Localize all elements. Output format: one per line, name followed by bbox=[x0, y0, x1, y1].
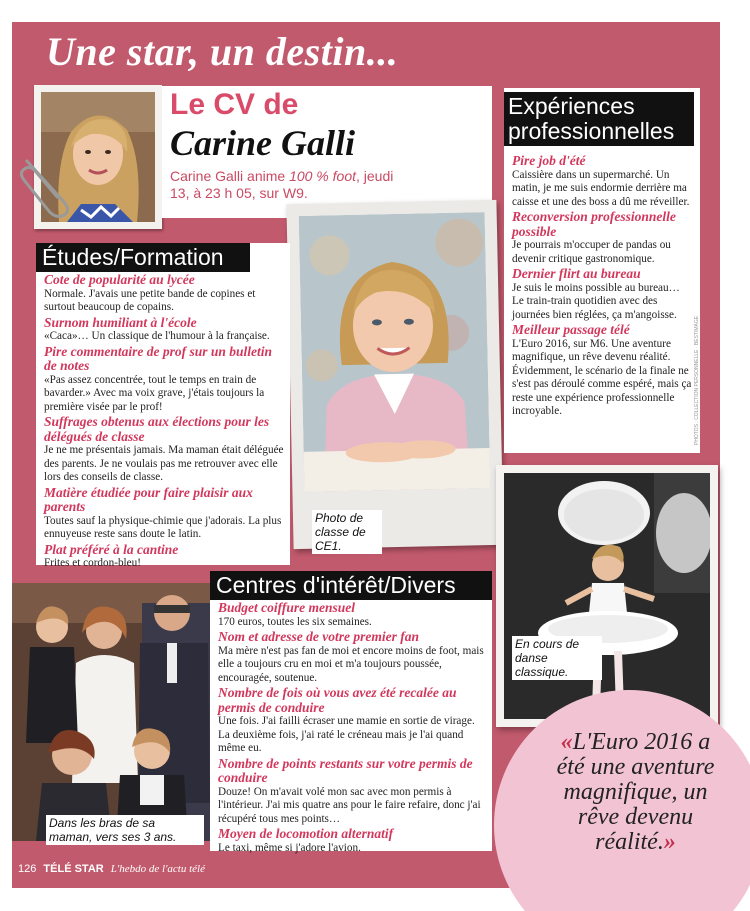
experiences-question: Reconversion professionnelle possible bbox=[512, 209, 676, 239]
cv-title-block bbox=[162, 86, 492, 218]
centres-heading: Centres d'intérêt/Divers bbox=[210, 571, 492, 600]
family-photo-caption: Dans les bras de sa maman, vers ses 3 ans. bbox=[46, 815, 204, 845]
experiences-answer: Je suis le moins possible au bureau… Le train-train quotidien avec des journées bien réglées, ça m'angoisse. bbox=[512, 281, 680, 321]
photo-credit: PHOTOS : COLLECTION PERSONNELLE · BESTIMAGE bbox=[694, 315, 700, 445]
cv-subtitle-show: 100 % foot bbox=[289, 168, 356, 184]
etudes-answer: Frites et cordon-bleu! bbox=[44, 557, 141, 569]
centres-question: Nombre de fois où vous avez été recalée au permis de conduire bbox=[218, 685, 457, 715]
headline: Une star, un destin... bbox=[46, 29, 399, 74]
centres-item bbox=[218, 630, 486, 685]
etudes-item bbox=[44, 486, 284, 542]
dance-photo-frame bbox=[496, 465, 718, 727]
centres-answer: Le taxi, même si j'adore l'avion. bbox=[218, 841, 361, 854]
cv-title-name: Carine Galli bbox=[170, 123, 356, 163]
etudes-question: Matière étudiée pour faire plaisir aux parents bbox=[44, 484, 253, 514]
experiences-question: Dernier flirt au bureau bbox=[512, 266, 641, 281]
centres-answer: 170 euros, toutes les six semaines. bbox=[218, 615, 372, 628]
page-footer bbox=[18, 863, 205, 875]
experiences-answer: Je pourrais m'occuper de pandas ou devenir critique gastronomique. bbox=[512, 239, 671, 265]
experiences-items bbox=[512, 154, 694, 420]
quote-close-mark: » bbox=[663, 829, 676, 855]
centres-item bbox=[218, 686, 486, 756]
dance-photo bbox=[504, 473, 710, 719]
etudes-answer: «Pas assez concentrée, tout le temps en train de bavarder.» Avec ma voix grave, j'étais toujours la première visée par le prof! bbox=[44, 373, 265, 413]
cv-subtitle-suffix: , jeudi 13, à 23 h 05, sur W9. bbox=[170, 168, 394, 201]
cv-title-line1: Le CV de bbox=[170, 88, 299, 121]
etudes-heading: Études/Formation bbox=[36, 243, 250, 272]
etudes-item bbox=[44, 543, 284, 571]
centres-answer: Douze! On m'avait volé mon sac avec mon permis à l'intérieur. J'ai mis quatre ans pour le faire refaire, donc j'ai récupéré tous mes points… bbox=[218, 785, 481, 825]
etudes-answer: Toutes sauf la physique-chimie que j'adorais. La plus ennuyeuse reste sans doute le latin. bbox=[44, 514, 282, 540]
centres-question: Nombre de points restants sur votre permis de conduire bbox=[218, 755, 473, 785]
experiences-heading: Expériences professionnelles bbox=[504, 92, 694, 146]
experiences-question: Pire job d'été bbox=[512, 153, 586, 168]
class-photo-frame bbox=[286, 200, 503, 549]
centres-item bbox=[218, 601, 486, 629]
etudes-question: Cote de popularité au lycée bbox=[44, 272, 195, 287]
magazine-tagline: L'hebdo de l'actu télé bbox=[110, 863, 205, 875]
centres-question: Moyen de locomotion alternatif bbox=[218, 826, 394, 841]
experiences-answer: L'Euro 2016, sur M6. Une aventure magnifique, un rêve devenu réalité. Évidemment, le scénario de la finale ne s'est pas déroulé comme espéré, mais ça reste une expérience professionnelle incroyable. bbox=[512, 337, 692, 417]
section-experiences bbox=[504, 88, 700, 453]
centres-item bbox=[218, 757, 486, 827]
quote-body: L'Euro 2016 a été une aventure magnifique, un rêve devenu réalité. bbox=[556, 729, 715, 855]
etudes-answer: «Caca»… Un classique de l'humour à la française. bbox=[44, 330, 270, 342]
page-number: 126 bbox=[18, 863, 37, 875]
centres-item bbox=[218, 827, 486, 855]
class-photo-caption: Photo de classe de CE1. bbox=[312, 510, 382, 554]
magazine-name: TÉLÉ STAR bbox=[43, 863, 104, 875]
pull-quote bbox=[548, 730, 723, 855]
experiences-item bbox=[512, 210, 694, 266]
section-etudes bbox=[36, 243, 290, 569]
cv-subtitle-prefix: Carine Galli anime bbox=[170, 168, 290, 184]
etudes-question: Surnom humiliant à l'école bbox=[44, 314, 197, 330]
etudes-item bbox=[44, 415, 284, 485]
family-photo bbox=[12, 583, 210, 841]
etudes-item bbox=[44, 273, 284, 315]
centres-answer: Une fois. J'ai failli écraser une mamie en sortie de virage. La deuxième fois, j'ai raté le créneau mais je l'ai quand même eu. bbox=[218, 715, 475, 754]
etudes-question: Plat préféré à la cantine bbox=[44, 541, 179, 557]
quote-open-mark: « bbox=[560, 729, 573, 755]
class-photo bbox=[299, 212, 491, 492]
etudes-answer: Normale. J'avais une petite bande de copines et surtout beaucoup de copains. bbox=[44, 287, 256, 313]
experiences-item bbox=[512, 154, 694, 209]
etudes-answer: Je ne me présentais jamais. Ma maman était déléguée des parents. Je ne voulais pas me retrouver avec elle lors des conseils de classe. bbox=[44, 444, 284, 483]
experiences-answer: Caissière dans un supermarché. Un matin, je me suis endormie derrière ma caisse et une des boss a dû me réveiller. bbox=[512, 168, 690, 208]
etudes-item bbox=[44, 316, 284, 344]
etudes-question: Suffrages obtenus aux élections pour les délégués de classe bbox=[44, 414, 270, 444]
centres-answer: Ma mère n'est pas fan de moi et encore moins de foot, mais elle a toujours cru en moi et m'a toujours poussée, encouragée, soutenue. bbox=[218, 644, 484, 684]
centres-question: Nom et adresse de votre premier fan bbox=[218, 629, 419, 644]
dance-photo-caption: En cours de danse classique. bbox=[512, 636, 602, 680]
etudes-items bbox=[44, 273, 284, 572]
centres-question: Budget coiffure mensuel bbox=[218, 600, 356, 615]
experiences-item bbox=[512, 323, 694, 419]
etudes-item bbox=[44, 345, 284, 415]
experiences-question: Meilleur passage télé bbox=[512, 322, 630, 337]
paperclip-icon bbox=[18, 150, 78, 220]
experiences-item bbox=[512, 267, 694, 322]
etudes-question: Pire commentaire de prof sur un bulletin de notes bbox=[44, 343, 273, 373]
section-centres bbox=[210, 571, 492, 854]
cv-subtitle bbox=[170, 168, 400, 202]
centres-items bbox=[218, 601, 486, 856]
